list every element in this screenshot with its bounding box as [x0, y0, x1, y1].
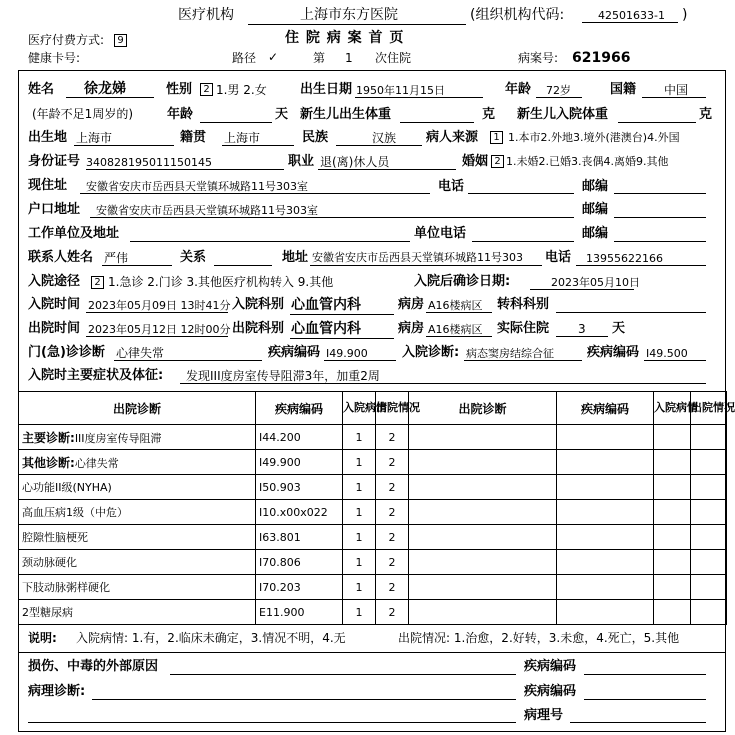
- table-row: [19, 475, 727, 500]
- dx-admit-state: 1: [343, 525, 376, 550]
- ward-label-2: 病房: [398, 321, 425, 336]
- empty-cell: [691, 425, 727, 450]
- dx-discharge-state: 2: [376, 425, 409, 450]
- name-label: 姓名: [28, 82, 55, 97]
- dx-name: 高血压病1级（中危）: [22, 506, 128, 519]
- dx-code: I70.806: [256, 550, 343, 575]
- health-card-label: 健康卡号:: [28, 51, 81, 65]
- empty-cell: [557, 500, 654, 525]
- confirm-date: 2023年05月10日: [551, 276, 640, 289]
- empty-cell: [409, 600, 557, 625]
- empty-cell: [691, 550, 727, 575]
- table-row: [19, 425, 727, 450]
- dx-code: I70.203: [256, 575, 343, 600]
- header-admit-state-2: 入院病情: [654, 392, 691, 425]
- empty-cell: [557, 550, 654, 575]
- dx-admit-state: 1: [343, 550, 376, 575]
- empty-cell: [557, 600, 654, 625]
- infant-age-label: 年龄: [167, 107, 194, 122]
- empty-cell: [654, 450, 691, 475]
- postcode-label: 邮编: [582, 179, 609, 194]
- dx-name: 腔隙性脑梗死: [22, 531, 88, 544]
- dx-admit-state: 1: [343, 475, 376, 500]
- household-value: 安徽省安庆市岳西县天堂镇环城路11号303室: [96, 204, 318, 217]
- discharge-diagnosis-table: [18, 391, 735, 625]
- empty-cell: [654, 600, 691, 625]
- empty-cell: [409, 450, 557, 475]
- admit-time-label: 入院时间: [28, 297, 81, 312]
- payment-label: 医疗付费方式:: [28, 33, 105, 47]
- ethnicity-label: 民族: [302, 130, 329, 145]
- pathology-code-label: 疾病编码: [524, 684, 577, 699]
- dx-name-cell: [19, 500, 256, 525]
- admit-dept: 心血管内科: [291, 297, 361, 313]
- page-title: 住 院 病 案 首 页: [285, 30, 405, 46]
- age-value: 72岁: [546, 84, 571, 97]
- source-box[interactable]: 1: [490, 131, 503, 144]
- dx-discharge-state: 2: [376, 525, 409, 550]
- table-row: [19, 450, 727, 475]
- empty-cell: [409, 500, 557, 525]
- route-label: 入院途径: [28, 274, 81, 289]
- dx-name-cell: [19, 600, 256, 625]
- dx-code: I10.x00x022: [256, 500, 343, 525]
- ward-value: A16楼病区: [428, 299, 483, 312]
- empty-cell: [691, 575, 727, 600]
- dx-code: E11.900: [256, 600, 343, 625]
- header-admit-state: 入院病情: [343, 392, 376, 425]
- org-code: 42501633-1: [598, 9, 665, 22]
- work-phone-label: 单位电话: [414, 226, 467, 241]
- day-unit: 天: [275, 107, 289, 122]
- empty-cell: [409, 575, 557, 600]
- empty-cell: [654, 500, 691, 525]
- stay-unit: 天: [612, 321, 626, 336]
- nationality-value: 中国: [664, 83, 689, 97]
- dx-code: I49.900: [256, 450, 343, 475]
- empty-cell: [557, 475, 654, 500]
- payment-box[interactable]: 9: [114, 34, 127, 47]
- record-no-label: 病案号:: [518, 51, 559, 65]
- dx-name-cell: [19, 425, 256, 450]
- gram-unit-2: 克: [699, 107, 713, 122]
- admit-code-label: 疾病编码: [587, 345, 640, 360]
- work-label: 工作单位及地址: [28, 226, 120, 241]
- table-row: [19, 575, 727, 600]
- marital-label: 婚姻: [462, 154, 489, 169]
- empty-cell: [691, 525, 727, 550]
- notes-discharge-state: 出院情况: 1.治愈，2.好转，3.未愈，4.死亡，5.其他: [398, 631, 680, 645]
- dx-admit-state: 1: [343, 425, 376, 450]
- postcode-label-2: 邮编: [582, 202, 609, 217]
- header-dx: 出院诊断: [19, 392, 256, 425]
- patient-name: 徐龙娣: [84, 81, 126, 97]
- id-label: 身份证号: [28, 154, 81, 169]
- occupation-label: 职业: [288, 154, 315, 169]
- dx-discharge-state: 2: [376, 450, 409, 475]
- empty-cell: [557, 450, 654, 475]
- marital-options: 1.未婚2.已婚3.丧偶4.离婚9.其他: [506, 155, 669, 168]
- dx-name-cell: [19, 475, 256, 500]
- empty-cell: [654, 550, 691, 575]
- phone-label: 电话: [438, 179, 465, 194]
- pathway-label: 路径: [232, 51, 257, 65]
- notes-label: 说明:: [28, 631, 57, 645]
- contact-label: 联系人姓名: [28, 250, 94, 265]
- table-row: [19, 525, 727, 550]
- outpatient-dx: 心律失常: [116, 346, 165, 360]
- notes-admit-state: 入院病情: 1.有，2.临床未确定，3.情况不明，4.无: [76, 631, 346, 645]
- symptom-value: 发现III度房室传导阻滞3年，加重2周: [186, 369, 380, 383]
- header-code: 疾病编码: [256, 392, 343, 425]
- birthplace-value: 上海市: [76, 131, 113, 145]
- contact-phone-label: 电话: [545, 250, 572, 265]
- relation-label: 关系: [180, 250, 207, 265]
- pathway-checkmark[interactable]: ✓: [268, 50, 279, 64]
- postcode-label-3: 邮编: [582, 226, 609, 241]
- empty-cell: [409, 425, 557, 450]
- dob-value: 1950年11月15日: [356, 84, 445, 97]
- empty-cell: [691, 475, 727, 500]
- dx-name-cell: [19, 550, 256, 575]
- confirm-label: 入院后确诊日期:: [414, 274, 511, 289]
- dx-code: I63.801: [256, 525, 343, 550]
- dx-name-cell: [19, 525, 256, 550]
- empty-cell: [557, 525, 654, 550]
- dx-name: 心功能II级(NYHA): [22, 481, 112, 494]
- visit-count: 1: [345, 51, 353, 65]
- header-code-2: 疾病编码: [557, 392, 654, 425]
- dx-name: 颈动脉硬化: [22, 556, 77, 569]
- empty-cell: [409, 475, 557, 500]
- dx-name-cell: [19, 575, 256, 600]
- dx-discharge-state: 2: [376, 475, 409, 500]
- record-no: 621966: [572, 50, 631, 66]
- stay-days: 3: [578, 322, 586, 336]
- dx-admit-state: 1: [343, 575, 376, 600]
- admit-code: I49.500: [646, 347, 688, 360]
- dx-admit-state: 1: [343, 500, 376, 525]
- dx-name-cell: [19, 450, 256, 475]
- dx-discharge-state: 2: [376, 550, 409, 575]
- visit-prefix: 第: [313, 51, 326, 65]
- empty-cell: [557, 425, 654, 450]
- ward-label: 病房: [398, 297, 425, 312]
- symptom-label: 入院时主要症状及体征:: [28, 368, 164, 383]
- ethnicity-value: 汉族: [372, 131, 397, 145]
- dx-prefix: 主要诊断:: [22, 430, 75, 445]
- address-value: 安徽省安庆市岳西县天堂镇环城路11号303室: [86, 180, 308, 193]
- route-options: 1.急诊 2.门诊 3.其他医疗机构转入 9.其他: [108, 275, 334, 289]
- newborn-admit-weight-label: 新生儿入院体重: [517, 107, 609, 122]
- injury-label: 损伤、中毒的外部原因: [28, 659, 159, 674]
- table-row: [19, 550, 727, 575]
- dx-discharge-state: 2: [376, 575, 409, 600]
- empty-cell: [654, 575, 691, 600]
- dx-name: III度房室传导阻滞: [74, 431, 162, 445]
- empty-cell: [691, 450, 727, 475]
- outpatient-dx-label: 门(急)诊诊断: [28, 345, 105, 360]
- native-label: 籍贯: [180, 130, 207, 145]
- infant-note: (年龄不足1周岁的): [32, 107, 133, 121]
- contact-address: 安徽省安庆市岳西县天堂镇环城路11号303: [312, 251, 523, 264]
- admit-dx: 病态窦房结综合征: [466, 347, 554, 360]
- dx-name: 2型糖尿病: [22, 606, 73, 619]
- id-number: 340828195011150145: [86, 156, 212, 169]
- empty-cell: [691, 500, 727, 525]
- header-discharge-state-2: 出院情况: [691, 392, 727, 425]
- pathology-label: 病理诊断:: [28, 684, 86, 699]
- dx-code: I44.200: [256, 425, 343, 450]
- newborn-weight-label: 新生儿出生体重: [300, 107, 392, 122]
- dx-name: 心律失常: [74, 456, 119, 470]
- org-code-label: (组织机构代码:: [470, 7, 565, 23]
- dob-label: 出生日期: [300, 82, 353, 97]
- stay-label: 实际住院: [497, 321, 550, 336]
- source-options: 1.本市2.外地3.境外(港澳台)4.外国: [508, 131, 680, 144]
- visit-suffix: 次住院: [375, 51, 412, 65]
- discharge-time-label: 出院时间: [28, 321, 81, 336]
- empty-cell: [654, 525, 691, 550]
- source-label: 病人来源: [426, 130, 479, 145]
- nationality-label: 国籍: [610, 82, 637, 97]
- discharge-dept-label: 出院科别: [232, 321, 285, 336]
- dx-prefix: 其他诊断:: [22, 455, 75, 470]
- address-label: 现住址: [28, 178, 68, 193]
- contact-name: 严伟: [104, 251, 129, 265]
- household-label: 户口地址: [28, 202, 81, 217]
- dx-discharge-state: 2: [376, 600, 409, 625]
- admit-dx-label: 入院诊断:: [402, 345, 460, 360]
- injury-code-label: 疾病编码: [524, 659, 577, 674]
- admit-time: 2023年05月09日 13时41分: [88, 299, 231, 312]
- table-row: [19, 600, 727, 625]
- discharge-dept: 心血管内科: [291, 321, 361, 337]
- empty-cell: [409, 525, 557, 550]
- discharge-time: 2023年05月12日 12时00分: [88, 323, 231, 336]
- dx-code: I50.903: [256, 475, 343, 500]
- marital-box[interactable]: 2: [491, 155, 504, 168]
- pathology-no-label: 病理号: [524, 708, 564, 723]
- dx-name: 下肢动脉粥样硬化: [22, 581, 110, 594]
- empty-cell: [557, 575, 654, 600]
- route-box[interactable]: 2: [91, 276, 104, 289]
- empty-cell: [654, 425, 691, 450]
- birthplace-label: 出生地: [28, 130, 68, 145]
- header-dx-2: 出院诊断: [409, 392, 557, 425]
- empty-cell: [691, 600, 727, 625]
- outpatient-code: I49.900: [326, 347, 368, 360]
- contact-address-label: 地址: [282, 250, 309, 265]
- admit-dept-label: 入院科别: [232, 297, 285, 312]
- institution-label: 医疗机构: [178, 7, 234, 23]
- empty-cell: [654, 475, 691, 500]
- age-label: 年龄: [505, 82, 532, 97]
- gram-unit: 克: [482, 107, 496, 122]
- dx-discharge-state: 2: [376, 500, 409, 525]
- sex-options: 1.男 2.女: [216, 83, 267, 97]
- table-row: [19, 500, 727, 525]
- sex-label: 性别: [166, 82, 193, 97]
- outpatient-code-label: 疾病编码: [268, 345, 321, 360]
- sex-box[interactable]: 2: [200, 83, 213, 96]
- contact-phone: 13955622166: [586, 252, 663, 265]
- ward-value-2: A16楼病区: [428, 323, 483, 336]
- occupation-value: 退(离)休人员: [320, 155, 390, 169]
- transfer-label: 转科科别: [497, 297, 550, 312]
- empty-cell: [409, 550, 557, 575]
- dx-admit-state: 1: [343, 600, 376, 625]
- institution-name: 上海市东方医院: [300, 7, 398, 23]
- dx-admit-state: 1: [343, 450, 376, 475]
- header-discharge-state: 出院情况: [376, 392, 409, 425]
- org-code-close: ): [682, 7, 688, 23]
- native-value: 上海市: [224, 131, 261, 145]
